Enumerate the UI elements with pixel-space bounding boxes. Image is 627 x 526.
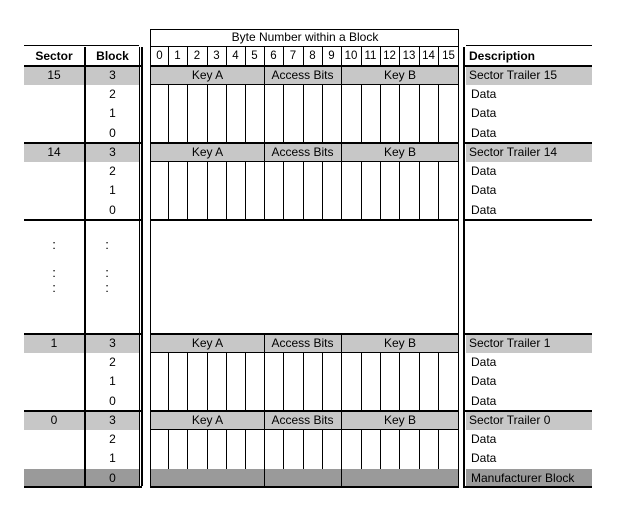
ellipsis-sector-2: : bbox=[52, 280, 56, 295]
byte-number-9: 9 bbox=[328, 50, 335, 62]
boundary-gap-top-desc bbox=[463, 219, 592, 221]
byte-number-14: 14 bbox=[422, 50, 435, 62]
header-byte-divider-1 bbox=[168, 47, 169, 66]
byte-divider-g3-12 bbox=[380, 430, 381, 468]
manufacturer-divider-6 bbox=[264, 469, 265, 488]
byte-divider-g0-8 bbox=[303, 85, 304, 143]
block-number-s0-b3: 3 bbox=[109, 413, 116, 427]
byte-number-12: 12 bbox=[383, 50, 396, 62]
byte-divider-g2-10 bbox=[341, 353, 342, 411]
byte-divider-g0-6 bbox=[264, 85, 265, 143]
byte-divider-g3-4 bbox=[226, 430, 227, 468]
trailer-underline-grid-g0 bbox=[150, 84, 459, 85]
boundary-sector-0-desc bbox=[463, 410, 592, 412]
byte-divider-g1-1 bbox=[168, 162, 169, 220]
manufacturer-divider-10 bbox=[341, 469, 342, 488]
key-a-label: Key A bbox=[191, 413, 224, 427]
header-top-desc-line bbox=[466, 45, 592, 46]
byte-divider-g0-11 bbox=[361, 85, 362, 143]
byte-divider-g3-1 bbox=[168, 430, 169, 468]
byte-divider-g2-15 bbox=[438, 353, 439, 411]
trailer-underline-grid-g1 bbox=[150, 161, 459, 162]
byte-divider-g0-3 bbox=[207, 85, 208, 143]
byte-divider-g1-5 bbox=[245, 162, 246, 220]
trailer-description-15: Sector Trailer 15 bbox=[469, 68, 558, 82]
data-description: Data bbox=[471, 183, 497, 198]
byte-divider-g3-6 bbox=[264, 430, 265, 468]
byte-divider-g0-9 bbox=[322, 85, 323, 143]
header-bottom-line-left bbox=[24, 65, 142, 67]
table-bottom-left bbox=[24, 486, 142, 488]
byte-number-3: 3 bbox=[213, 50, 220, 62]
header-byte-divider-12 bbox=[380, 47, 381, 66]
header-byte-divider-8 bbox=[303, 47, 304, 66]
byte-divider-g3-10 bbox=[341, 430, 342, 468]
byte-divider-g0-15 bbox=[438, 85, 439, 143]
ellipsis-sector-1: : bbox=[52, 265, 56, 280]
byte-divider-g0-13 bbox=[399, 85, 400, 143]
byte-number-5: 5 bbox=[251, 50, 258, 62]
trailer-divider-g2-10 bbox=[341, 334, 342, 353]
grid-right-border bbox=[458, 29, 459, 486]
boundary-sector-0-grid bbox=[150, 410, 459, 412]
byte-divider-g2-1 bbox=[168, 353, 169, 411]
data-description: Data bbox=[471, 87, 497, 102]
trailer-divider-g0-6 bbox=[264, 66, 265, 85]
block-grid-divider bbox=[141, 47, 143, 486]
byte-divider-g3-13 bbox=[399, 430, 400, 468]
block-number-s14-b3: 3 bbox=[109, 145, 116, 159]
block-number-s0-b0: 0 bbox=[109, 470, 116, 485]
trailer-description-0: Sector Trailer 0 bbox=[469, 413, 551, 427]
block-number-s15-b3: 3 bbox=[109, 68, 116, 82]
byte-number-4: 4 bbox=[232, 50, 239, 62]
boundary-gap-top-grid bbox=[150, 219, 459, 221]
table-bottom-desc bbox=[463, 486, 592, 488]
header-byte-divider-13 bbox=[399, 47, 400, 66]
key-b-label: Key B bbox=[383, 336, 416, 350]
ellipsis-block-2: : bbox=[105, 280, 109, 295]
ellipsis-block-1: : bbox=[105, 265, 109, 280]
sector-number-1: 1 bbox=[50, 336, 58, 350]
byte-number-1: 1 bbox=[174, 50, 181, 62]
data-description: Data bbox=[471, 164, 497, 179]
byte-divider-g2-9 bbox=[322, 353, 323, 411]
header-byte-divider-6 bbox=[264, 47, 265, 66]
byte-divider-g1-8 bbox=[303, 162, 304, 220]
header-byte-divider-7 bbox=[283, 47, 284, 66]
boundary-sector-1-left bbox=[24, 333, 142, 335]
table-bottom-grid bbox=[150, 486, 459, 488]
header-byte-divider-4 bbox=[226, 47, 227, 66]
byte-divider-g2-12 bbox=[380, 353, 381, 411]
byte-number-2: 2 bbox=[193, 50, 201, 62]
byte-divider-g1-10 bbox=[341, 162, 342, 220]
byte-divider-g1-14 bbox=[419, 162, 420, 220]
block-number-s14-b0: 0 bbox=[109, 202, 116, 217]
byte-divider-g2-7 bbox=[283, 353, 284, 411]
byte-divider-g2-4 bbox=[226, 353, 227, 411]
byte-title-underline bbox=[151, 46, 459, 47]
header-byte-divider-2 bbox=[187, 47, 188, 66]
byte-divider-g1-12 bbox=[380, 162, 381, 220]
data-description: Data bbox=[471, 393, 497, 408]
data-description: Data bbox=[471, 202, 497, 217]
byte-divider-g0-2 bbox=[187, 85, 188, 143]
boundary-gap-top-left bbox=[24, 219, 142, 221]
data-description: Data bbox=[471, 374, 497, 389]
byte-divider-g2-2 bbox=[187, 353, 188, 411]
key-a-label: Key A bbox=[191, 336, 224, 350]
key-a-label: Key A bbox=[191, 68, 224, 82]
block-number-s1-b1: 1 bbox=[109, 374, 116, 389]
data-description: Data bbox=[471, 106, 497, 121]
byte-divider-g2-6 bbox=[264, 353, 265, 411]
trailer-divider-g1-6 bbox=[264, 143, 265, 162]
header-byte-divider-3 bbox=[207, 47, 208, 66]
trailer-divider-g1-10 bbox=[341, 143, 342, 162]
header-byte-divider-15 bbox=[438, 47, 439, 66]
trailer-description-14: Sector Trailer 14 bbox=[469, 145, 558, 159]
byte-divider-g3-2 bbox=[187, 430, 188, 468]
byte-divider-g2-13 bbox=[399, 353, 400, 411]
byte-number-8: 8 bbox=[309, 50, 316, 62]
trailer-underline-grid-g2 bbox=[150, 352, 459, 353]
trailer-divider-g3-10 bbox=[341, 411, 342, 430]
grid-top-border bbox=[150, 29, 459, 30]
byte-divider-g2-11 bbox=[361, 353, 362, 411]
byte-divider-g0-4 bbox=[226, 85, 227, 143]
block-number-s14-b1: 1 bbox=[109, 183, 116, 198]
key-a-label: Key A bbox=[191, 145, 224, 159]
byte-number-0: 0 bbox=[156, 50, 163, 62]
header-byte-divider-11 bbox=[361, 47, 362, 66]
data-description: Data bbox=[471, 432, 497, 447]
header-byte-divider-5 bbox=[245, 47, 246, 66]
header-byte-divider-9 bbox=[322, 47, 323, 66]
byte-number-title: Byte Number within a Block bbox=[231, 30, 379, 44]
key-b-label: Key B bbox=[383, 145, 416, 159]
byte-divider-g3-11 bbox=[361, 430, 362, 468]
block-number-s15-b2: 2 bbox=[109, 87, 116, 102]
byte-divider-g3-7 bbox=[283, 430, 284, 468]
access-bits-label: Access Bits bbox=[271, 413, 334, 427]
key-b-label: Key B bbox=[383, 413, 416, 427]
block-number-s1-b2: 2 bbox=[109, 355, 116, 370]
header-bottom-line-desc bbox=[463, 65, 592, 67]
block-number-s0-b2: 2 bbox=[109, 432, 116, 447]
header-byte-divider-14 bbox=[419, 47, 420, 66]
byte-number-6: 6 bbox=[270, 50, 277, 62]
byte-number-13: 13 bbox=[402, 50, 416, 62]
ellipsis-sector-0: : bbox=[52, 237, 56, 252]
byte-divider-g2-5 bbox=[245, 353, 246, 411]
byte-divider-g1-11 bbox=[361, 162, 362, 220]
byte-divider-g2-3 bbox=[207, 353, 208, 411]
sector-block-divider bbox=[84, 47, 86, 486]
data-description: Data bbox=[471, 355, 497, 370]
header-bottom-line-grid bbox=[150, 65, 459, 67]
byte-divider-g0-12 bbox=[380, 85, 381, 143]
byte-divider-g1-7 bbox=[283, 162, 284, 220]
byte-divider-g1-2 bbox=[187, 162, 188, 220]
sector-number-15: 15 bbox=[47, 68, 61, 82]
manufacturer-shade-sector-col bbox=[24, 469, 84, 488]
block-number-s0-b1: 1 bbox=[109, 451, 116, 466]
byte-divider-g2-8 bbox=[303, 353, 304, 411]
key-b-label: Key B bbox=[383, 68, 416, 82]
sector-number-0: 0 bbox=[50, 413, 58, 427]
byte-number-11: 11 bbox=[364, 50, 377, 62]
sector-header: Sector bbox=[35, 49, 73, 63]
trailer-divider-g3-6 bbox=[264, 411, 265, 430]
boundary-sector-14-desc bbox=[463, 142, 592, 144]
block-number-s15-b0: 0 bbox=[109, 125, 116, 140]
block-number-s1-b3: 3 bbox=[109, 336, 116, 350]
description-header: Description bbox=[469, 49, 536, 63]
byte-divider-g0-5 bbox=[245, 85, 246, 143]
byte-divider-g3-14 bbox=[419, 430, 420, 468]
byte-divider-g1-15 bbox=[438, 162, 439, 220]
byte-divider-g0-1 bbox=[168, 85, 169, 143]
boundary-sector-14-left bbox=[24, 142, 142, 144]
sector-number-14: 14 bbox=[47, 145, 61, 159]
boundary-sector-14-grid bbox=[150, 142, 459, 144]
byte-number-10: 10 bbox=[344, 50, 358, 62]
byte-divider-g0-10 bbox=[341, 85, 342, 143]
block-number-s15-b1: 1 bbox=[109, 106, 116, 121]
header-top-sector-line bbox=[24, 45, 139, 46]
data-description: Data bbox=[471, 125, 497, 140]
byte-number-15: 15 bbox=[442, 50, 455, 62]
manufacturer-block-description: Manufacturer Block bbox=[471, 470, 575, 485]
block-col-right-edge bbox=[139, 47, 140, 486]
byte-number-7: 7 bbox=[289, 50, 297, 62]
data-description: Data bbox=[471, 451, 497, 466]
byte-divider-g1-6 bbox=[264, 162, 265, 220]
byte-divider-g1-3 bbox=[207, 162, 208, 220]
byte-divider-g3-3 bbox=[207, 430, 208, 468]
byte-divider-g1-13 bbox=[399, 162, 400, 220]
block-header: Block bbox=[96, 49, 129, 63]
trailer-underline-grid-g3 bbox=[150, 429, 459, 430]
access-bits-label: Access Bits bbox=[271, 68, 334, 82]
access-bits-label: Access Bits bbox=[271, 336, 334, 350]
grid-left-border bbox=[150, 29, 151, 486]
boundary-sector-1-grid bbox=[150, 333, 459, 335]
byte-divider-g3-5 bbox=[245, 430, 246, 468]
byte-divider-g3-8 bbox=[303, 430, 304, 468]
byte-divider-g3-9 bbox=[322, 430, 323, 468]
block-number-s14-b2: 2 bbox=[109, 164, 116, 179]
byte-divider-g0-7 bbox=[283, 85, 284, 143]
trailer-divider-g0-10 bbox=[341, 66, 342, 85]
block-number-s1-b0: 0 bbox=[109, 393, 116, 408]
manufacturer-shade-grid bbox=[151, 469, 459, 488]
byte-divider-g1-4 bbox=[226, 162, 227, 220]
ellipsis-block-0: : bbox=[105, 237, 109, 252]
boundary-sector-0-left bbox=[24, 410, 142, 412]
trailer-description-1: Sector Trailer 1 bbox=[469, 336, 551, 350]
byte-divider-g1-9 bbox=[322, 162, 323, 220]
byte-divider-g0-14 bbox=[419, 85, 420, 143]
byte-divider-g2-14 bbox=[419, 353, 420, 411]
byte-divider-g3-15 bbox=[438, 430, 439, 468]
header-byte-divider-10 bbox=[341, 47, 342, 66]
grid-desc-divider bbox=[463, 47, 465, 486]
trailer-divider-g2-6 bbox=[264, 334, 265, 353]
boundary-sector-1-desc bbox=[463, 333, 592, 335]
access-bits-label: Access Bits bbox=[271, 145, 334, 159]
